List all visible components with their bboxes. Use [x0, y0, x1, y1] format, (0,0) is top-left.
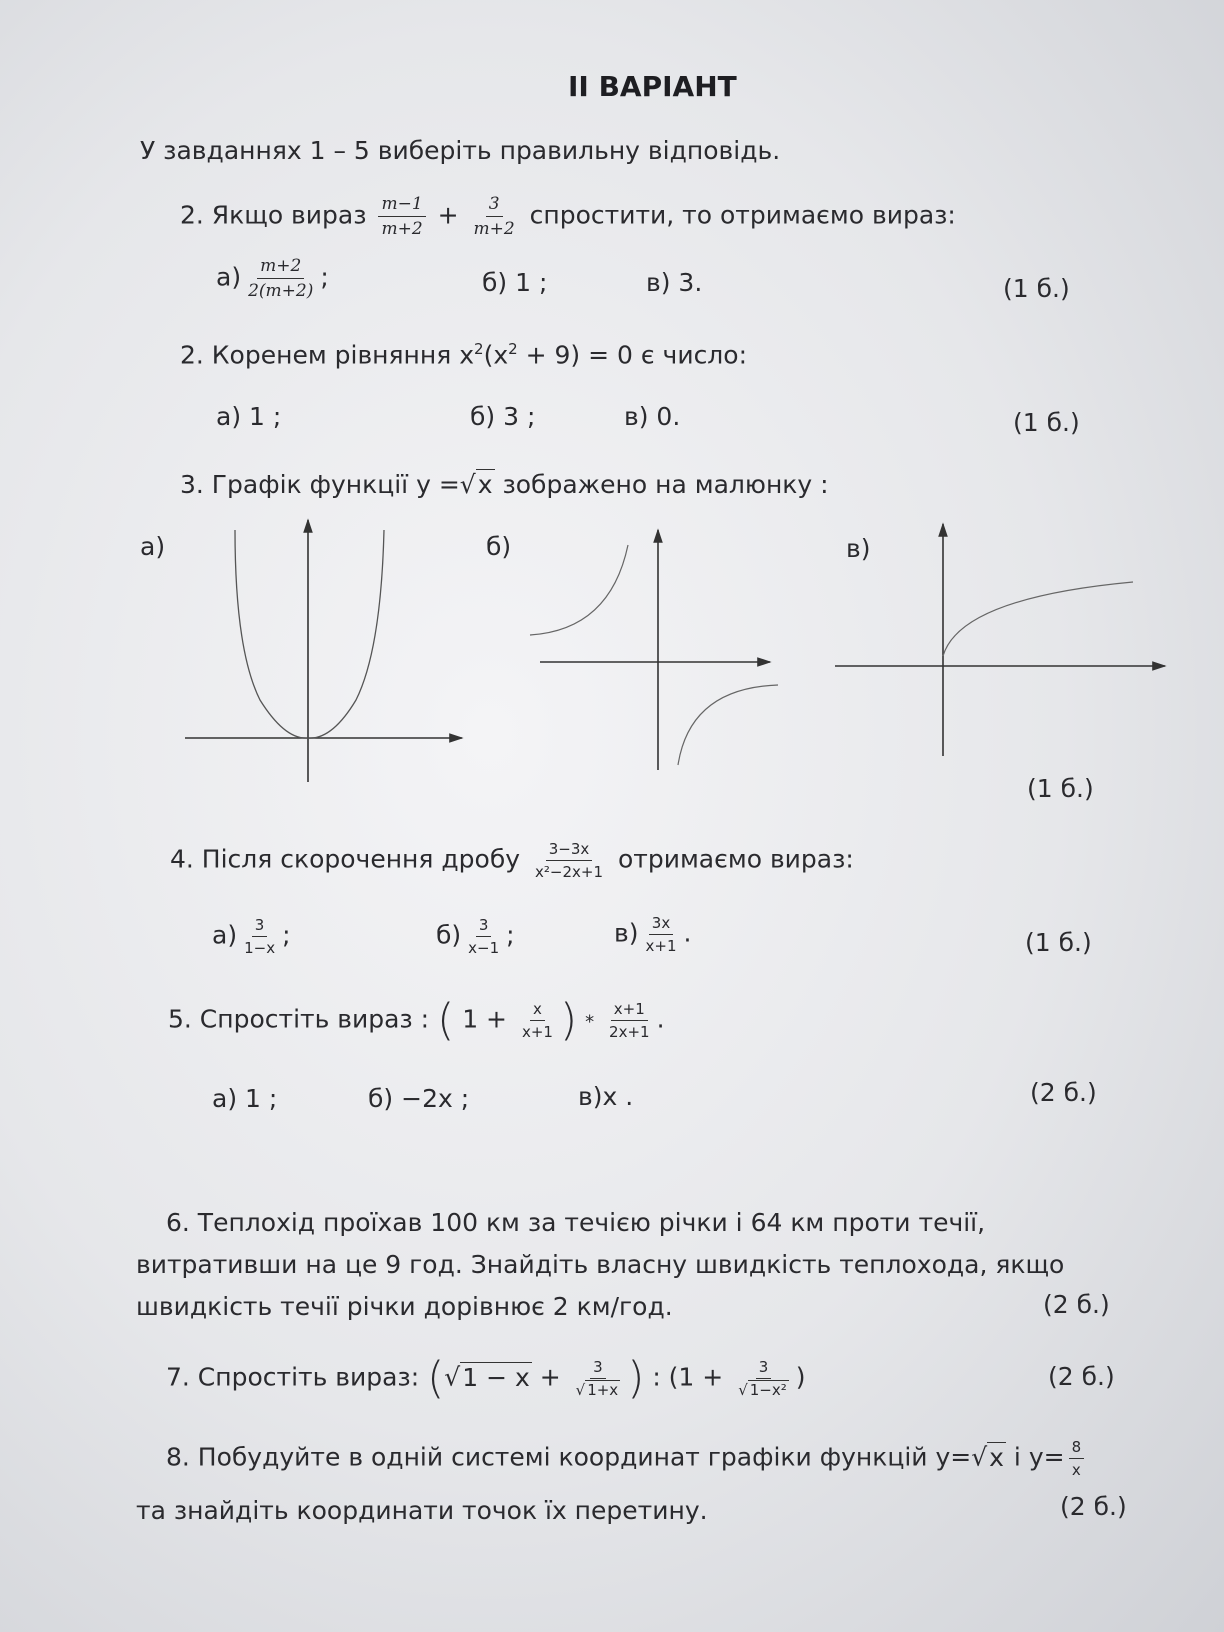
question-8-line-1: 8. Побудуйте в одній системі координат графіки функцій y=√x і y= $\frac{8}{x}$ — [166, 1436, 1088, 1481]
question-6-line-1: 6. Теплохід проїхав 100 км за течією річки і 64 км проти течії, — [166, 1208, 986, 1237]
question-6-line-3: швидкість течії річки дорівнює 2 км/год. — [136, 1292, 673, 1321]
q7-fraction-2: $\frac{3}{\text{√ 1−x²}}$ — [738, 1358, 787, 1399]
q8-fraction: $\frac{8}{x}$ — [1069, 1436, 1085, 1481]
q4-option-c: в) $\frac{3x}{x+1}$ . — [614, 914, 692, 955]
graph-b-branch-right — [678, 685, 778, 765]
q2-option-b: б) 3 ; — [470, 402, 536, 431]
instructions: У завданнях 1 – 5 виберіть правильну відповідь. — [140, 136, 781, 165]
q1-option-a-fraction: $\frac{m+2}{2(m+2)}$ — [248, 256, 314, 301]
q4-option-b: б) $\frac{3}{x-1}$ ; — [436, 916, 515, 957]
graph-a-parabola — [180, 500, 480, 790]
q5-option-b: б) −2x ; — [368, 1084, 470, 1113]
q7-fraction-1: $\frac{3}{√ 1+x}$ — [575, 1358, 619, 1399]
question-1 — [180, 192, 956, 241]
q1-plus: + — [437, 200, 459, 230]
q2-points: (1 б.) — [1013, 408, 1080, 437]
graph-a-curve — [235, 530, 384, 738]
graph-b-hyperbola — [530, 520, 790, 780]
question-5: 5. Спростіть вираз : ( 1 + $\frac{x}{x+1}$ ) * $\frac{x+1}{2x+1}$ . — [168, 994, 665, 1046]
q1-option-b: б) 1 ; — [482, 268, 548, 297]
q1-fraction-2: $\frac{3}{m+2}$ — [473, 194, 515, 239]
question-3: 3. Графік функції y =√x зображено на малюнку : — [180, 470, 829, 499]
question-4: 4. Після скорочення дробу $\frac{3-3x}{\text{x²−2x+1}}$ отримаємо вираз: — [170, 840, 854, 881]
q8-points: (2 б.) — [1060, 1492, 1127, 1521]
q5-fraction-1: $\frac{x}{x+1}$ — [521, 1000, 553, 1041]
q1-option-c: в) 3. — [646, 268, 703, 297]
q6-points: (2 б.) — [1043, 1290, 1110, 1319]
question-8-line-2: та знайдіть координати точок їх перетину. — [136, 1496, 708, 1525]
q5-fraction-2: $\frac{x+1}{2x+1}$ — [609, 1000, 650, 1041]
q4-option-c-fraction: $\frac{3x}{x+1}$ — [645, 914, 677, 955]
q7-points: (2 б.) — [1048, 1362, 1115, 1391]
q5-option-a: а) 1 ; — [212, 1084, 278, 1113]
q3-option-c-label: в) — [846, 534, 871, 563]
q5-option-c: в)x . — [578, 1082, 634, 1111]
question-6-line-2: витративши на це 9 год. Знайдіть власну швидкість теплохода, якщо — [136, 1250, 1065, 1279]
page-title: II ВАРІАНТ — [568, 70, 737, 103]
q3-points: (1 б.) — [1027, 774, 1094, 803]
q3-option-a-label: а) — [140, 532, 166, 561]
graph-c-curve — [943, 582, 1133, 656]
q4-points: (1 б.) — [1025, 928, 1092, 957]
q5-points: (2 б.) — [1030, 1078, 1097, 1107]
q4-option-b-fraction: $\frac{3}{x-1}$ — [468, 916, 500, 957]
q1-fraction-1: $\frac{m-1}{m+2}$ — [378, 192, 425, 241]
q2-option-a: а) 1 ; — [216, 402, 282, 431]
q1-prefix: 2. Якщо вираз — [180, 200, 367, 230]
question-2: 2. Коренем рівняння $x^2(x^2 + 9) = 0$ є число: — [180, 340, 748, 370]
q1-points: (1 б.) — [1003, 274, 1070, 303]
graph-b-branch-left — [530, 545, 628, 635]
question-7: 7. Спростіть вираз: (√1 − x + $\frac{3}{√ 1+x}$ ) : (1 + $\frac{3}{\text{√ 1−x²}}$ ) — [166, 1352, 806, 1404]
q4-fraction: $\frac{3-3x}{\text{x²−2x+1}}$ — [535, 840, 604, 881]
q2-option-c: в) 0. — [624, 402, 681, 431]
q1-suffix: спростити, то отримаємо вираз: — [529, 200, 956, 230]
q3-option-b-label: б) — [486, 532, 512, 561]
q4-option-a: а) $\frac{3}{1-x}$ ; — [212, 916, 291, 957]
graph-c-sqrt — [835, 510, 1175, 760]
q4-option-a-fraction: $\frac{3}{1-x}$ — [244, 916, 276, 957]
q1-option-a: а) $\frac{m+2}{2(m+2)}$ ; — [216, 256, 329, 301]
